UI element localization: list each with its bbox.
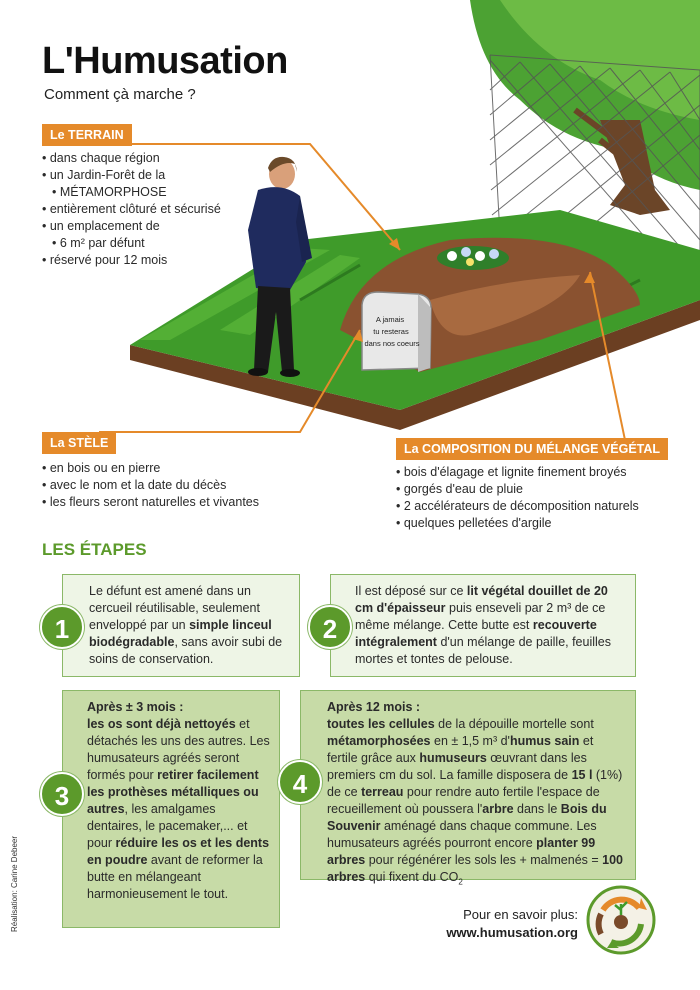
flower-wreath-illustration [437,246,509,270]
list-item [42,235,221,252]
step-4-bold-g: arbre [482,802,514,816]
stele-list [42,460,259,511]
list-item: • en bois ou en pierre [42,460,259,477]
step-4-text-g: dans le [513,802,561,816]
list-item-continuation: 6 m² par défunt [59,236,145,250]
composition-tag: La COMPOSITION DU MÉLANGE VÉGÉTAL [396,438,668,460]
step-2-text-b: puis enseveli par 2 m³ de ce même mélange. Cette butte est [355,601,606,632]
composition-list [396,464,639,532]
step-4-text-i: pour régénérer les sols les + malmenés = [365,853,603,867]
list-item: • dans chaque région [42,150,221,167]
step-4-text-b: en ± 1,5 m³ d' [430,734,510,748]
step-3-text-a: et détachés les uns des autres. Les humusateurs agréés seront formés pour [87,717,270,782]
step-3-box [62,690,280,928]
inscription-line-3: dans nos coeurs [364,339,420,348]
page-title: L'Humusation [42,40,288,82]
step-4-subscript: 2 [458,877,463,887]
step-3-text-c: avant de reformer la butte en mélangeant harmonieusement le tout. [87,853,263,901]
step-4-bold-j: 100 arbres [327,853,624,884]
step-4-bold-c: humus sain [509,734,580,748]
step-3-heading: Après ± 3 mois : [87,700,184,714]
list-item: • un Jardin-Forêt de la [42,167,221,184]
step-2-bold-b: recouverte intégralement [355,618,597,649]
step-1-number: 1 [40,605,84,649]
tree-illustration [470,0,700,215]
step-4-bold-a: toutes les cellules [327,717,435,731]
list-item: • les fleurs seront naturelles et vivantes [42,494,259,511]
step-4-bold-i: planter 99 arbres [327,836,596,867]
step-4-bold-e: 15 l [571,768,593,782]
inscription-line-2: tu resteras [373,327,409,336]
step-3-number: 3 [40,772,84,816]
list-item-continuation: MÉTAMORPHOSE [59,185,167,199]
step-3-bold-a: les os sont déjà nettoyés [87,717,236,731]
step-1-text-b: , sans avoir subi de soins de conservation. [89,635,283,666]
stele-tag: La STÈLE [42,432,116,454]
step-4-box [300,690,636,887]
credit-text: Réalisation: Carine Debeer [10,835,19,932]
list-item: • avec le nom et la date du décès [42,477,259,494]
list-item: • réservé pour 12 mois [42,252,221,269]
step-4-text-e: (1%) de ce [327,768,623,799]
headstone-illustration [362,292,431,372]
step-4-text-h: aménagé dans chaque commune. Les humusateurs agréés pourront encore [327,819,597,850]
step-2-text-c: d'un mélange de paille, feuilles mortes et tontes de pelouse. [355,635,611,666]
page-subtitle: Comment çà marche ? [44,86,196,103]
list-item: • entièrement clôturé et sécurisé [42,201,221,218]
inscription-line-1: A jamais [375,315,405,324]
step-4-bold-d: humuseurs [419,751,487,765]
list-item: • 2 accélérateurs de décomposition naturels [396,498,639,515]
more-info [446,906,578,942]
terrain-tag: Le TERRAIN [42,124,132,146]
step-4-text-d: œuvrant dans les premiers cm du sol. La famille disposera de [327,751,587,782]
step-4-number: 4 [278,760,322,804]
step-1-text-a: Le défunt est amené dans un cercueil réutilisable, seulement enveloppé par un [89,584,260,632]
step-2-text-a: Il est déposé sur ce [355,584,467,598]
step-1-box [62,574,300,677]
recycling-logo-icon [585,884,657,956]
step-4-bold-f: terreau [361,785,404,799]
list-item: • quelques pelletées d'argile [396,515,639,532]
step-4-text-a: de la dépouille mortelle sont [434,717,594,731]
list-item: • bois d'élagage et lignite finement broyés [396,464,639,481]
step-4-text-c: et fertile grâce aux [327,734,594,765]
step-4-text-f: pour rendre auto fertile l'espace de recueillement où poussera l' [327,785,600,816]
step-2-box [330,574,636,677]
step-4-bold-b: métamorphosées [327,734,431,748]
step-3-text-b: , les amalgames dentaires, le pacemaker,... et pour [87,802,248,850]
terrain-list [42,150,221,269]
step-2-bold-a: lit végétal douillet de 20 cm d'épaisseur [355,584,608,615]
step-4-bold-h: Bois du Souvenir [327,802,607,833]
more-info-label: Pour en savoir plus: [463,907,578,922]
step-1-bold-a: simple linceul biodégradable [89,618,272,649]
step-3-bold-c: réduire les os et les dents en poudre [87,836,270,867]
website-link[interactable]: www.humusation.org [446,925,578,940]
list-item: • un emplacement de [42,218,221,235]
list-item [42,184,221,201]
step-4-text-j: qui fixent du CO [365,870,459,884]
list-item: • gorgés d'eau de pluie [396,481,639,498]
step-3-bold-b: retirer facilement les prothèses métalliques ou autres [87,768,259,816]
step-4-heading: Après 12 mois : [327,700,421,714]
step-2-number: 2 [308,605,352,649]
steps-title: LES ÉTAPES [42,540,147,559]
